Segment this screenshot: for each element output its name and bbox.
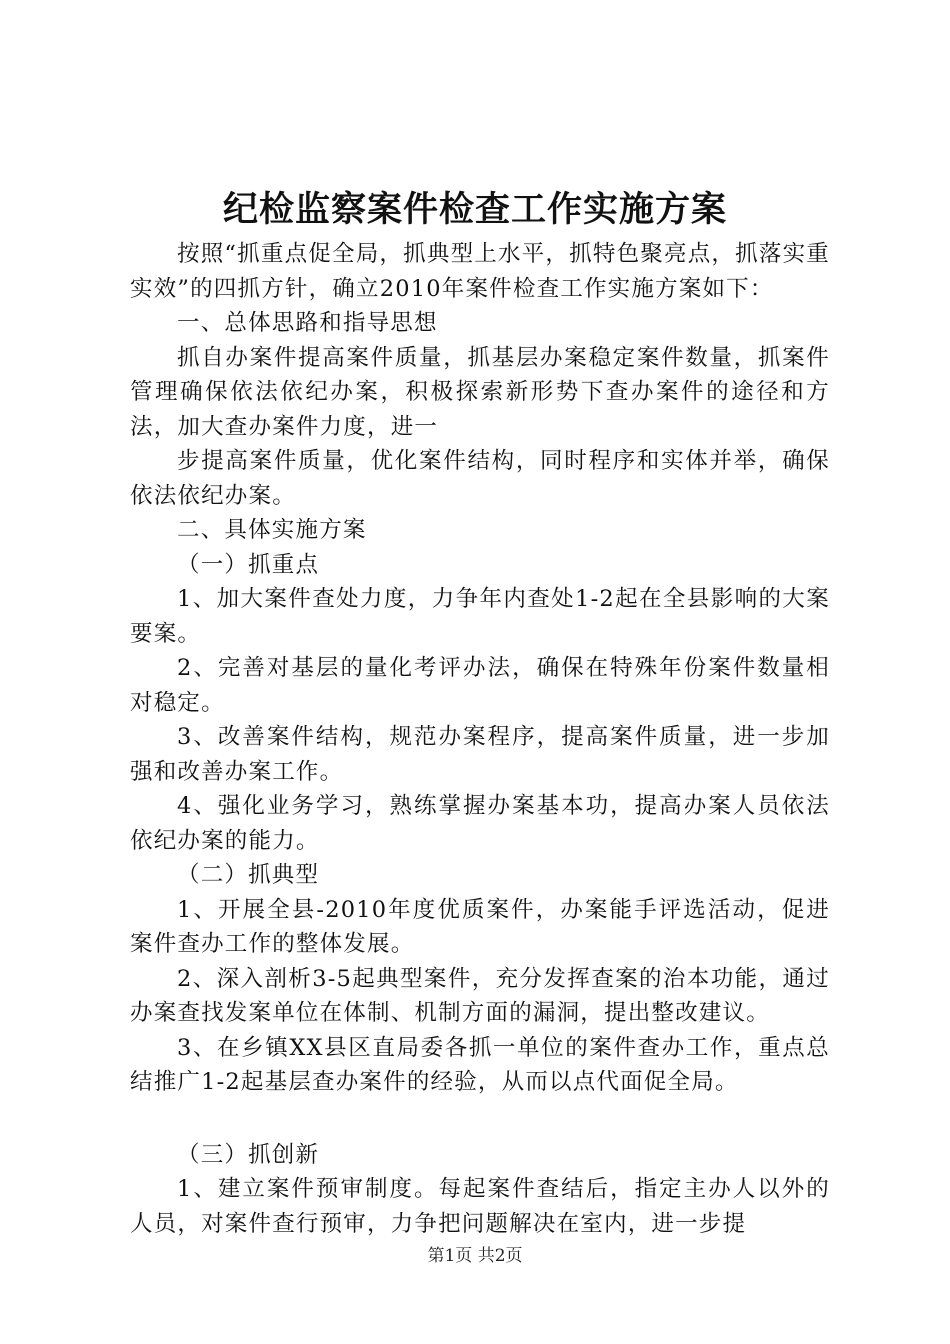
list-item: 3、改善案件结构，规范办案程序，提高案件质量，进一步加强和改善办案工作。	[130, 724, 830, 785]
section-heading-2: 二、具体实施方案	[177, 517, 367, 543]
section-heading-1: 一、总体思路和指导思想	[177, 310, 438, 336]
document-body	[130, 237, 830, 1241]
subsection-heading-2: （二）抓典型	[177, 862, 320, 888]
subsection-heading-1: （一）抓重点	[177, 551, 320, 578]
list-item: 2、完善对基层的量化考评办法，确保在特殊年份案件数量相对稳定。	[130, 655, 830, 716]
document-title: 纪检监察案件检查工作实施方案	[222, 189, 727, 230]
list-item: 1、加大案件查处力度，力争年内查处1-2起在全县影响的大案要案。	[130, 586, 830, 647]
page-footer: 第1页 共2页	[427, 1246, 523, 1266]
list-item: 1、建立案件预审制度。每起案件查结后，指定主办人以外的人员，对案件查行预审，力争把问题解决在室内，进一步提	[130, 1176, 830, 1237]
subsection-heading-3: （三）抓创新	[177, 1141, 320, 1168]
list-item: 3、在乡镇XX县区直局委各抓一单位的案件查办工作，重点总结推广1-2起基层查办案件的经验，从而以点代面促全局。	[130, 1034, 830, 1095]
intro-paragraph: 按照“抓重点促全局，抓典型上水平，抓特色聚亮点，抓落实重实效”的四抓方针，确立2010年案件检查工作实施方案如下：	[130, 241, 830, 302]
body-paragraph: 抓自办案件提高案件质量，抓基层办案稳定案件数量，抓案件管理确保依法依纪办案，积极探索新形势下查办案件的途径和方法，加大查办案件力度，进一	[130, 344, 830, 440]
list-item: 1、开展全县-2010年度优质案件，办案能手评选活动，促进案件查办工作的整体发展。	[130, 896, 830, 957]
body-paragraph: 步提高案件质量，优化案件结构，同时程序和实体并举，确保依法依纪办案。	[130, 448, 830, 509]
list-item: 2、深入剖析3-5起典型案件，充分发挥查案的治本功能，通过办案查找发案单位在体制、机制方面的漏洞，提出整改建议。	[130, 965, 830, 1026]
list-item: 4、强化业务学习，熟练掌握办案基本功，提高办案人员依法依纪办案的能力。	[130, 793, 830, 854]
